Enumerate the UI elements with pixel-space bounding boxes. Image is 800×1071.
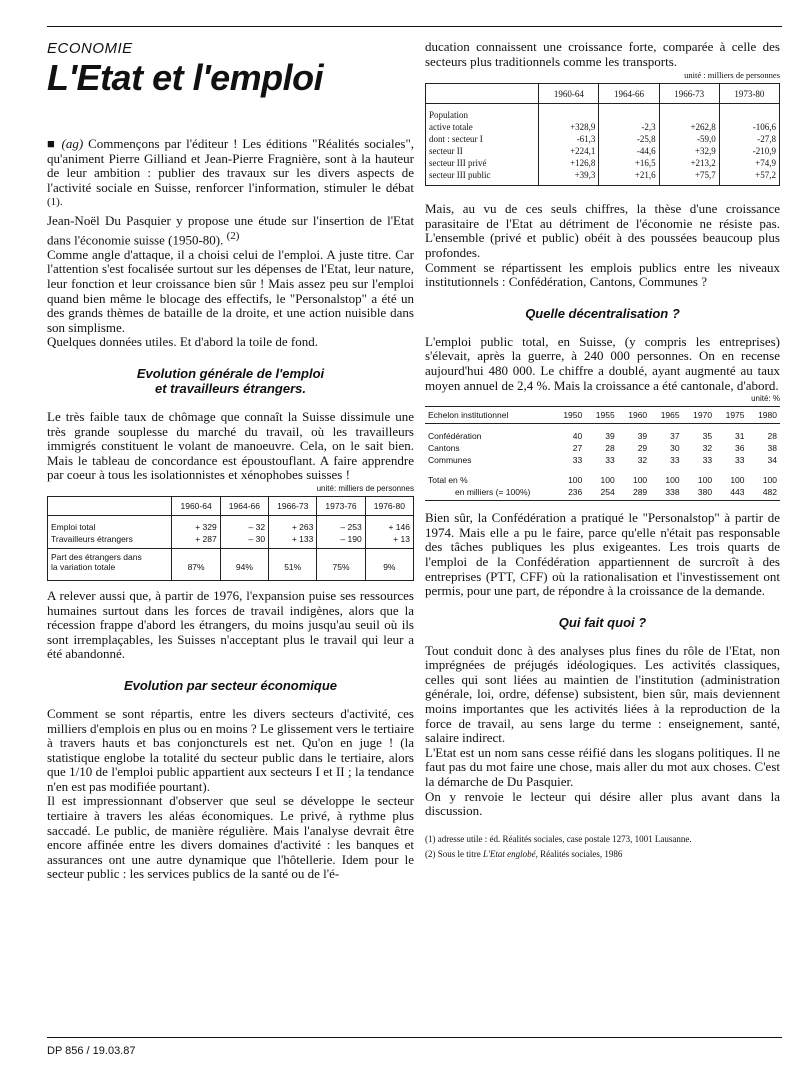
subheading-qui-fait-quoi: Qui fait quoi ? bbox=[558, 614, 647, 630]
paragraph: Comme angle d'attaque, il a choisi celui de l'emploi. A juste titre. Car l'attention s'est focalisée surtout sur les dépenses de l'Etat, leur nature, leur fonction et leur croissance bien sûr ! Mais assez peu sur l'emploi quand bien même le blocage des effectifs, le "Personalstop" a été un des grands thèmes de bataille de la droite, et une action nuisible dans son simplisme. bbox=[47, 246, 414, 335]
paragraph: A relever aussi que, à partir de 1976, l'expansion puise ses ressources humaines surtout dans les forces de travail indigènes, alors que la récession frappe d'abord les étrangers, du moins jusqu'au seuil où ils sont irremplaçables, les Suisses n'acceptant plus le travail qui leur a été abandonné. bbox=[47, 587, 414, 662]
table-row: secteur II +224,1 -44,6 +32,9 -210,9 bbox=[426, 145, 780, 157]
author-initials: (ag) bbox=[61, 136, 84, 151]
table-row: Travailleurs étrangers + 287 – 30 + 133 – 190 + 13 bbox=[48, 533, 414, 549]
table-row: dont : secteur I -61,3 -25,8 -59,0 -27,8 bbox=[426, 133, 780, 145]
paragraph: Le très faible taux de chômage que connaît la Suisse dissimule une très grande souplesse du marché du travail, où les travailleurs immigrés constituent le volant de manoeuvre. Cela, on le sait bien. Mais le tableau de concordance est époustouflant. A faire apprendre par coeur à tous les isolationnistes et xénophobes suisses ! bbox=[47, 408, 414, 483]
table-row: en milliers (= 100%) 236 254 289 338 380 443 482 bbox=[425, 486, 780, 501]
paragraph: Quelques données utiles. Et d'abord la toile de fond. bbox=[47, 334, 318, 350]
table-header-row: Echelon institutionnel 1950 1955 1960 1965 1970 1975 1980 bbox=[425, 407, 780, 424]
paragraph: Comment se sont répartis, entre les divers secteurs d'activité, ces milliers d'emplois en plus ou en moins ? Le glissement vers le tertiaire à travers hauts et bas conjoncturels est net. Qu'on en juge ! (la statistique englobe la totalité du secteur public dans le tertiaire, alors que 1/10 de l'emploi public appartient aux secteurs I et II ; la tendance n'en est pas modifiée pourtant). bbox=[47, 705, 414, 794]
paragraph: Bien sûr, la Confédération a pratiqué le "Personalstop" à partir de 1974. Mais elle a pu le faire, parce qu'elle n'était pas responsable des tâches publiques les plus exigeantes. Les trois quarts de l'emploi de la Confédération appartiennent de surcroît à des entreprises (PTT, CFF) où la rationalisation et l'investissement ont permis, pour une part, de répondre à la croissance de la demande. bbox=[425, 510, 780, 599]
bottom-rule bbox=[47, 1037, 782, 1038]
table-row: Confédération 40 39 39 37 35 31 28 bbox=[428, 431, 777, 442]
table-header-row: 1960-64 1964-66 1966-73 1973-76 1976-80 bbox=[48, 496, 414, 515]
article-title: L'Etat et l'emploi bbox=[47, 57, 324, 98]
table-header-row: 1960-64 1964-66 1966-73 1973-80 bbox=[426, 84, 780, 104]
table-row: Communes 33 33 32 33 33 33 34 bbox=[428, 455, 777, 466]
paragraph: Jean-Noël Du Pasquier y propose une étude sur l'insertion de l'Etat dans l'économie suisse (1950-80). $^{(2)}$ bbox=[47, 213, 414, 248]
table-echelons bbox=[425, 406, 780, 501]
table-row: Population bbox=[426, 104, 780, 122]
table-row: Cantons 27 28 29 30 32 36 38 bbox=[428, 443, 777, 454]
paragraph: Tout conduit donc à des analyses plus fines du rôle de l'Etat, non imprégnées de préjugés idéologiques. Les activités classiques, celles qui sont liées au maintien de l'institution (administration générale, loi, ordre, défense) subsistent, bien sûr, mais deviennent moins importantes que les activités liées à la reproduction de la force de travail, au sens large du terme : enseignement, santé, salaire indirect. bbox=[425, 642, 780, 746]
paragraph: Mais, au vu de ces seuls chiffres, la thèse d'une croissance parasitaire de l'Etat au détriment de l'économie ne résiste pas. L'ensemble (privé et public) obéit à des poussées beaucoup plus profondes. bbox=[425, 201, 780, 260]
square-bullet-icon: ■ bbox=[47, 136, 57, 151]
footnotes bbox=[425, 833, 780, 860]
footnote-2: (2) Sous le titre L'Etat englobé, Réalités sociales, 1986 bbox=[425, 848, 623, 859]
table-row: secteur III public +39,3 +21,6 +75,7 +57,2 bbox=[426, 169, 780, 186]
subheading-secteur: Evolution par secteur économique bbox=[123, 677, 338, 693]
table-row: active totale +328,9 -2,3 +262,8 -106,6 bbox=[426, 121, 780, 133]
paragraph: L'emploi public total, en Suisse, (y compris les entreprises) s'élevait, après la guerre, à 240 000 personnes. On en recense aujourd'hui 480 000. Le chiffre a doublé, ayant augmenté au taux moyen annuel de 2,4 %. Mais la croissance a été cantonale, d'abord. bbox=[425, 333, 780, 393]
table-unit: unité: milliers de personnes bbox=[316, 483, 414, 493]
footnote-ref-2: (2) bbox=[226, 229, 240, 242]
paragraph: Comment se répartissent les emplois publics entre les niveaux institutionnels : Confédération, Cantons, Communes ? bbox=[425, 259, 780, 290]
table-unit: unité : milliers de personnes bbox=[684, 70, 780, 81]
paragraph: L'Etat est un nom sans cesse réifié dans les slogans politiques. Il ne faut pas du mot faire une chose, mais aller du mot aux choses. C'est la démarche de Du Pasquier. bbox=[425, 744, 780, 790]
paragraph: ducation connaissent une croissance forte, comparée à celle des secteurs plus traditionnels comme les transports. bbox=[425, 39, 780, 69]
subheading-decentralisation: Quelle décentralisation ? bbox=[525, 305, 680, 321]
table-row: secteur III privé +126,8 +16,5 +213,2 +74,9 bbox=[426, 157, 780, 169]
right-column bbox=[425, 40, 780, 863]
paragraph: On y renvoie le lecteur qui désire aller plus avant dans la discussion. bbox=[425, 788, 780, 819]
top-rule bbox=[47, 26, 782, 27]
table-row: Total en % 100 100 100 100 100 100 100 bbox=[428, 475, 777, 486]
table-emploi-etrangers bbox=[47, 496, 414, 581]
paragraph: Il est impressionnant d'observer que seul se développe le secteur tertiaire à travers les aléas économiques. Le privé, à rythme plus saccadé. Le public, de manière régulière. Mais l'analyse devrait être encore affinée entre les divers domaines d'activité : les banques et assurances ont une autre dynamique que l'hôtellerie. Idem pour le secteur public : les services publics de la santé ou de l'é- bbox=[47, 793, 414, 882]
section-kicker: ECONOMIE bbox=[47, 40, 133, 57]
table-secteurs bbox=[425, 83, 780, 186]
subheading-evolution: Evolution générale de l'emploi et travailleurs étrangers. bbox=[136, 365, 325, 396]
table-unit: unité: % bbox=[751, 394, 780, 404]
issue-footer: DP 856 / 19.03.87 bbox=[47, 1045, 136, 1057]
footnote-1: (1) adresse utile : éd. Réalités sociales, case postale 1273, 1001 Lausanne. bbox=[425, 833, 692, 844]
intro-paragraph: ■ (ag) Commençons par l'éditeur ! Les éditions "Réalités sociales", qu'animent Pierre Gilliand et Jean-Pierre Fragnière, sont à la hauteur de leur ambition : publier des travaux sur les divers aspects de l'activité sociale en Suisse, renforcer l'information, stimuler le débat $^{(1).}$ bbox=[47, 136, 415, 209]
footnote-ref-1: (1). bbox=[47, 196, 63, 209]
table-row: Part des étrangers dans la variation totale 87% 94% 51% 75% 9% bbox=[48, 548, 414, 580]
left-column bbox=[47, 40, 414, 882]
table-row: Emploi total + 329 – 32 + 263 – 253 + 146 bbox=[48, 515, 414, 533]
